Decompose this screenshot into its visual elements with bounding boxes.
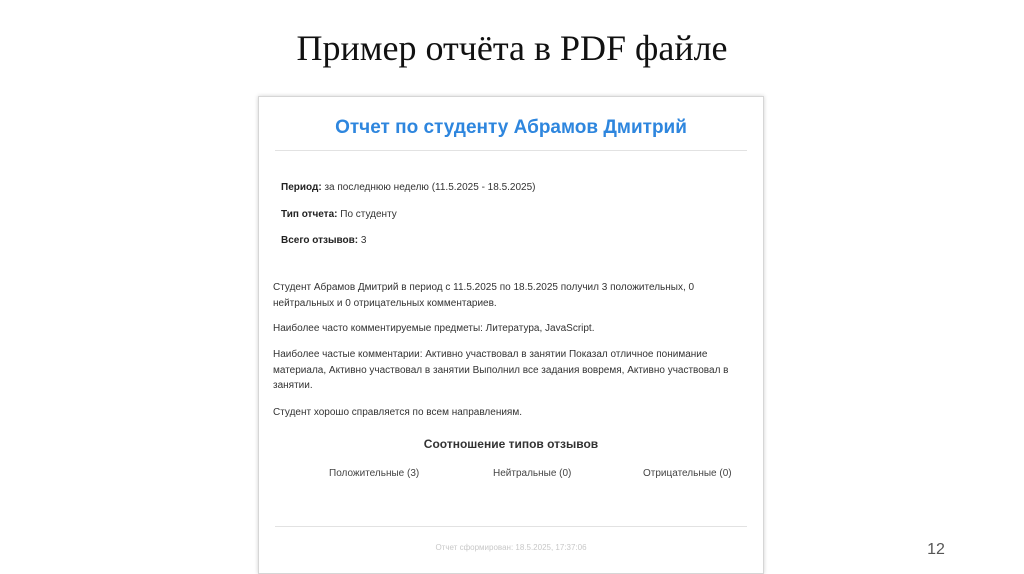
title-divider bbox=[275, 150, 747, 151]
chart-title: Соотношение типов отзывов bbox=[423, 437, 599, 451]
legend-neutral: Нейтральные (0) bbox=[493, 468, 572, 479]
subjects-paragraph: Наиболее часто комментируемые предметы: Литература, JavaScript. bbox=[273, 323, 595, 334]
report-type-value: По студенту bbox=[340, 209, 397, 220]
period-label: Период: bbox=[281, 182, 322, 193]
report-title: Отчет по студенту Абрамов Дмитрий bbox=[335, 117, 687, 138]
total-reviews-value: 3 bbox=[360, 235, 367, 246]
total-reviews-label: Всего отзывов: bbox=[281, 235, 359, 246]
page-number: 12 bbox=[927, 541, 945, 558]
total-reviews-line bbox=[281, 234, 366, 248]
frequent-comments-paragraph: Наиболее частые комментарии: Активно участвовал в занятии Показал отличное понимание материала, Активно участвовал в занятии Выполнил все задания вовремя, Активно участвовал в занятии. bbox=[273, 349, 729, 391]
footer-divider bbox=[275, 526, 747, 527]
report-footer: Отчет сформирован: 18.5.2025, 17:37:06 bbox=[435, 543, 587, 552]
legend-positive: Положительные (3) bbox=[329, 468, 420, 479]
summary-paragraph: Студент Абрамов Дмитрий в период с 11.5.2025 по 18.5.2025 получил 3 положительных, 0 нейтральных и 0 отрицательных комментариев. bbox=[273, 282, 695, 309]
pdf-document-preview bbox=[258, 96, 764, 574]
report-type-label: Тип отчета: bbox=[281, 209, 338, 220]
report-type-line bbox=[281, 208, 397, 222]
period-line bbox=[281, 181, 536, 195]
slide-title: Пример отчёта в PDF файле bbox=[296, 28, 728, 68]
legend-negative: Отрицательные (0) bbox=[643, 468, 732, 479]
conclusion-paragraph: Студент хорошо справляется по всем направлениям. bbox=[273, 407, 523, 418]
period-value: за последнюю неделю (11.5.2025 - 18.5.2025) bbox=[324, 182, 536, 193]
